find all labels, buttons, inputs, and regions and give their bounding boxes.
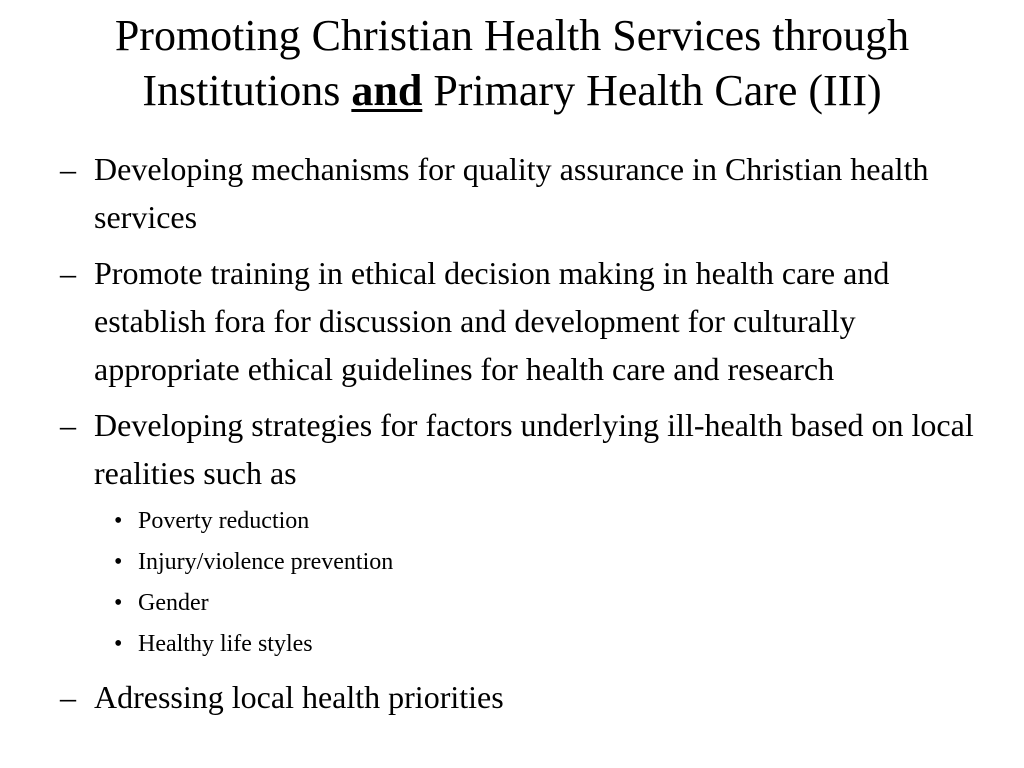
dash-marker: – xyxy=(60,151,76,187)
sub-bullet-item xyxy=(114,587,990,620)
bullet-text: Developing mechanisms for quality assurance in Christian health services xyxy=(94,151,929,235)
title-line-2-end: Primary Health Care (III) xyxy=(422,66,882,115)
sub-bullet-text: Healthy life styles xyxy=(138,631,313,657)
title-line-2 xyxy=(0,63,1024,118)
dash-marker: – xyxy=(60,407,76,443)
slide-body xyxy=(60,145,990,729)
title-line-2-start: Institutions xyxy=(142,66,352,115)
sub-bullet-text: Gender xyxy=(138,590,209,616)
sub-bullet-text: Poverty reduction xyxy=(138,508,310,534)
sub-bullet-item xyxy=(114,505,990,538)
title-emphasis: and xyxy=(351,66,423,115)
bullet-item xyxy=(60,145,990,241)
sub-bullet-list xyxy=(60,505,990,661)
title-line-1: Promoting Christian Health Services through xyxy=(114,11,910,60)
bullet-text: Promote training in ethical decision making in health care and establish fora for discussion and development for culturally appropriate ethical guidelines for health care and research xyxy=(94,255,890,387)
dot-marker: • xyxy=(114,508,123,534)
bullet-text: Adressing local health priorities xyxy=(94,679,504,715)
bullet-text: Developing strategies for factors underlying ill-health based on local realities such as xyxy=(94,407,974,491)
dash-marker: – xyxy=(60,255,76,291)
sub-bullet-text: Injury/violence prevention xyxy=(138,549,394,575)
sub-bullet-item xyxy=(114,628,990,661)
bullet-item xyxy=(60,249,990,393)
sub-bullet-item xyxy=(114,546,990,579)
dot-marker: • xyxy=(114,590,123,616)
dash-marker: – xyxy=(60,679,76,715)
dot-marker: • xyxy=(114,549,123,575)
bullet-item xyxy=(60,401,990,497)
slide-title xyxy=(0,8,1024,118)
bullet-item xyxy=(60,673,990,721)
dot-marker: • xyxy=(114,631,123,657)
